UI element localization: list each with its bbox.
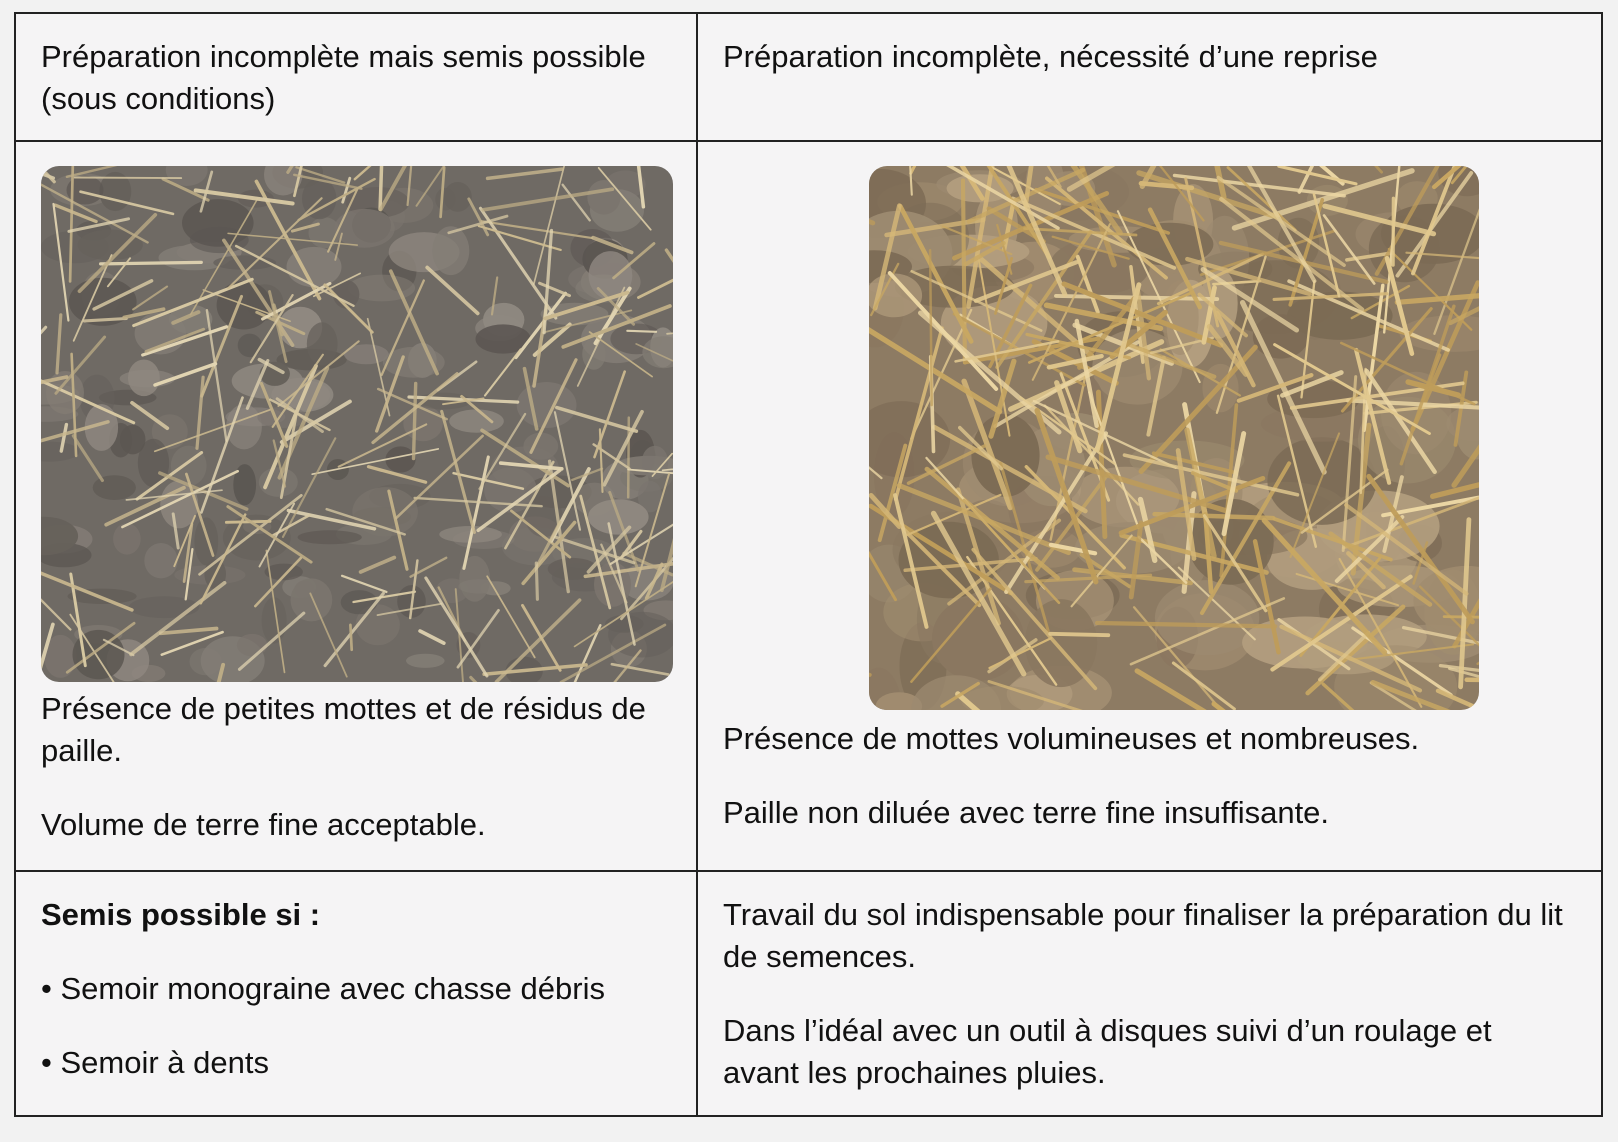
image-row	[15, 141, 1602, 871]
soil-photo-fine	[41, 166, 673, 682]
image-left-cell	[15, 141, 697, 871]
soil-photo-coarse	[869, 166, 1479, 710]
recommendation-paragraph-1: Travail du sol indispensable pour finaliser la préparation du lit de semences.	[723, 897, 1563, 974]
footer-left-cell	[15, 871, 697, 1116]
comparison-table	[14, 12, 1603, 1117]
header-left-cell	[15, 13, 697, 141]
left-caption-1: Présence de petites mottes et de résidus de paille.	[41, 691, 646, 768]
recommendation-paragraph-2: Dans l’idéal avec un outil à disques suivi d’un roulage et avant les prochaines pluies.	[723, 1013, 1492, 1090]
left-caption-2: Volume de terre fine acceptable.	[41, 807, 486, 842]
condition-item-monograine: • Semoir monograine avec chasse débris	[41, 971, 605, 1006]
image-right-cell	[697, 141, 1602, 871]
right-caption-2: Paille non diluée avec terre fine insuffisante.	[723, 795, 1330, 830]
condition-item-dents: • Semoir à dents	[41, 1045, 269, 1080]
header-left-text: Préparation incomplète mais semis possible (sous conditions)	[41, 39, 646, 116]
header-right-cell	[697, 13, 1602, 141]
footer-right-cell	[697, 871, 1602, 1116]
header-right-text: Préparation incomplète, nécessité d’une reprise	[723, 39, 1378, 74]
header-row	[15, 13, 1602, 141]
conditions-title: Semis possible si :	[41, 897, 321, 932]
footer-row	[15, 871, 1602, 1116]
right-caption-1: Présence de mottes volumineuses et nombreuses.	[723, 721, 1420, 756]
